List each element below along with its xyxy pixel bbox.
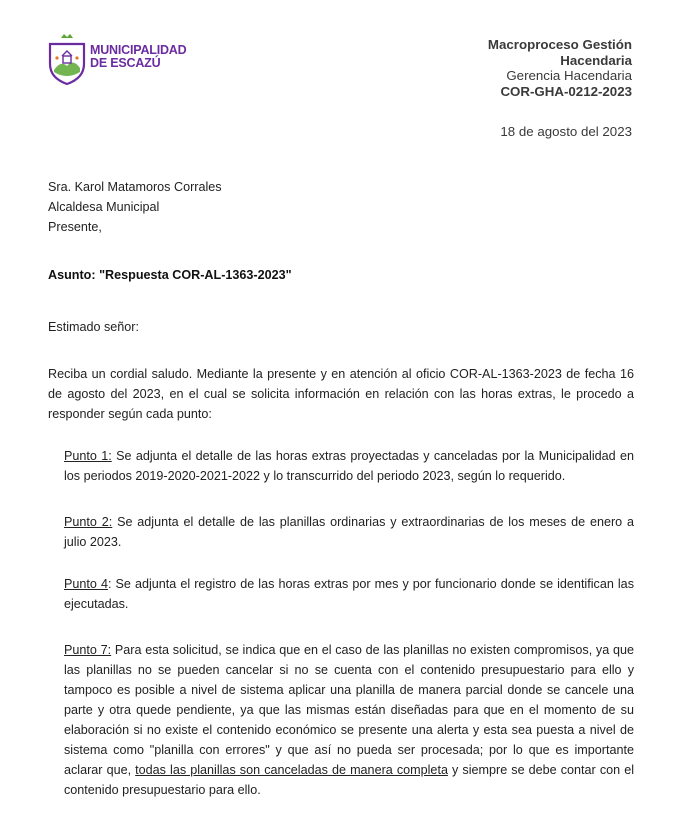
recipient-title: Alcaldesa Municipal	[48, 200, 160, 214]
point-7-text-b: y siempre se debe contar con el contenido presupuestario para ello.	[64, 763, 634, 797]
point-2-label: Punto 2:	[64, 515, 113, 529]
salutation: Estimado señor:	[48, 320, 139, 334]
header-reference: COR-GHA-0212-2023	[500, 83, 632, 99]
subject-line: Asunto: "Respuesta COR-AL-1363-2023"	[48, 268, 292, 282]
header-macroprocess: Macroproceso Gestión	[487, 37, 632, 52]
point-2-paragraph	[64, 512, 634, 552]
header-hacendaria: Hacendaria	[560, 52, 632, 68]
point-1-text: Se adjunta el detalle de las horas extras proyectadas y canceladas por la Municipalidad en los periodos 2019-2020-2021-2022 y lo transcurrido del periodo 2023, según lo requerido.	[64, 449, 634, 483]
logo-line-1: MUNICIPALIDAD	[90, 43, 187, 57]
point-2-text: Se adjunta el detalle de las planillas ordinarias y extraordinarias de los meses de enero a julio 2023.	[64, 515, 635, 549]
point-4-label: Punto 4	[64, 577, 108, 591]
shield-crest-icon	[47, 34, 87, 88]
logo-line-2: DE ESCAZÚ	[90, 56, 161, 70]
recipient-block	[48, 177, 222, 237]
point-7-emphasis: todas las planillas son canceladas de manera completa	[135, 763, 448, 777]
point-7-text-a: Para esta solicitud, se indica que en el caso de las planillas no existen compromisos, ya que las planillas no se pueden cancelar si no se cuenta con el contenido presupuestario para ello y tampoco es posible a nivel de sistema aplicar una planilla de manera parcial donde se cancele una parte y otra quede pendiente, ya que las mismas están diseñadas para que en el momento de su elaboración si no existe el contenido económico se presente una alerta y esta sea puesta a nivel de sistema como "planilla con errores" y que así no pueda ser procesada; por lo que es importante aclarar que,	[64, 643, 634, 777]
point-7-label: Punto 7:	[64, 643, 112, 657]
document-date: 18 de agosto del 2023	[500, 124, 632, 139]
point-7-paragraph	[64, 640, 634, 800]
document-header	[488, 37, 632, 99]
municipal-logo	[47, 34, 207, 88]
header-department: Gerencia Hacendaria	[506, 68, 632, 83]
point-1-label: Punto 1:	[64, 449, 112, 463]
recipient-name: Sra. Karol Matamoros Corrales	[48, 180, 222, 194]
logo-wordmark	[90, 44, 186, 70]
point-1-paragraph	[64, 446, 634, 486]
point-4-text: : Se adjunta el registro de las horas extras por mes y por funcionario donde se identifican las ejecutadas.	[64, 577, 634, 611]
point-4-paragraph	[64, 574, 634, 614]
intro-paragraph: Reciba un cordial saludo. Mediante la presente y en atención al oficio COR-AL-1363-2023 de fecha 16 de agosto del 2023, en el cual se solicita información en relación con las horas extras, le procedo a responder según cada punto:	[48, 367, 634, 421]
recipient-presente: Presente,	[48, 220, 102, 234]
